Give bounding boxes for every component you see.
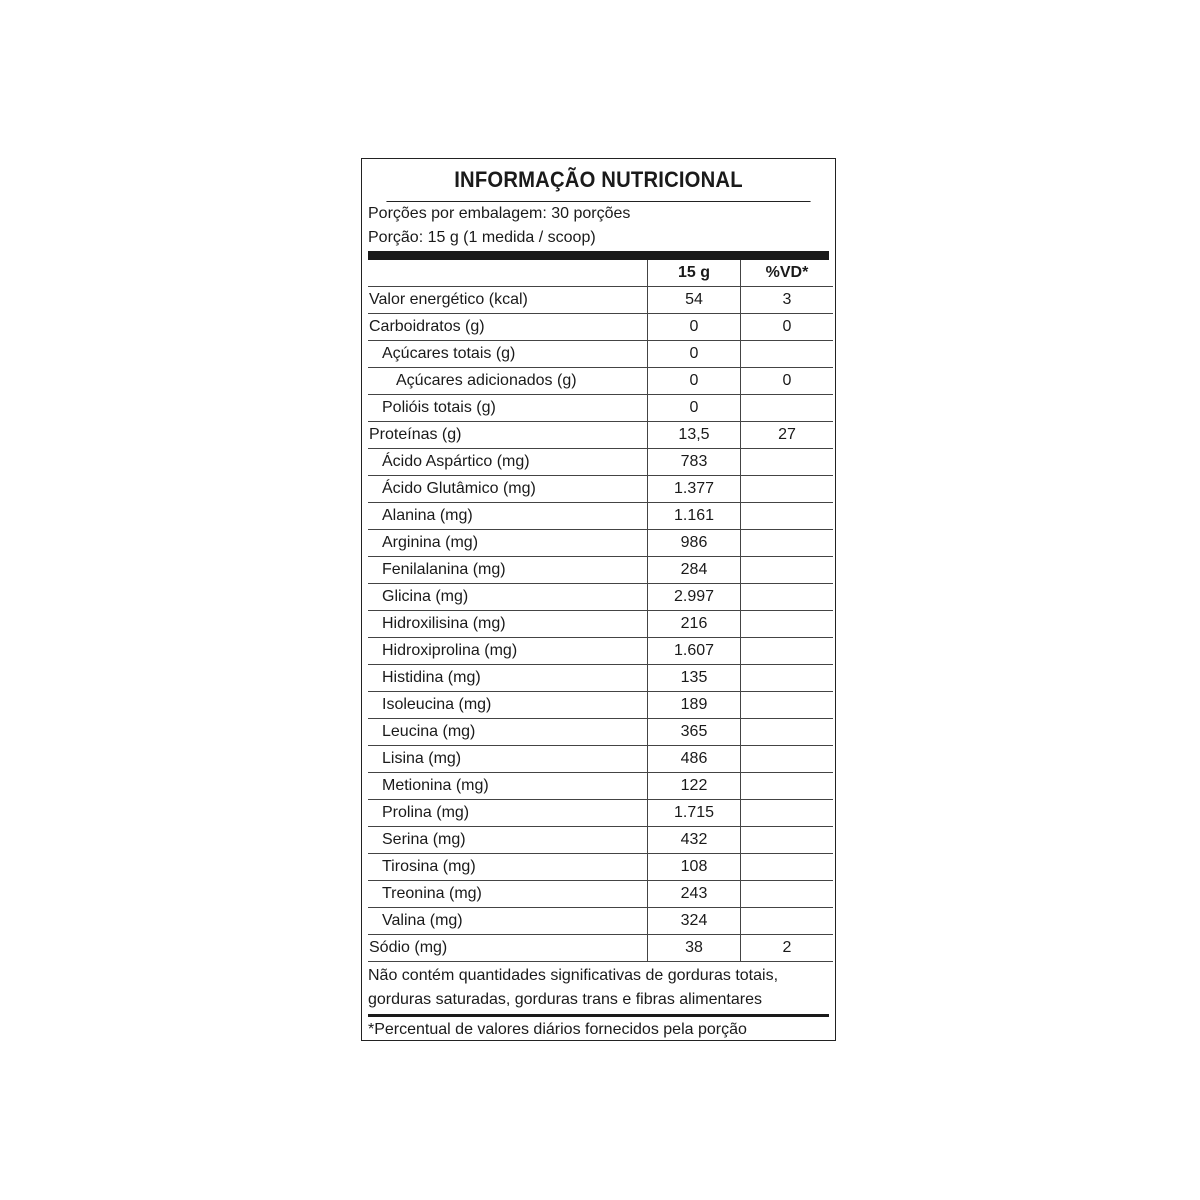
table-row xyxy=(368,827,833,854)
table-row xyxy=(368,773,833,800)
table-row xyxy=(368,557,833,584)
nutrient-name: Alanina (mg) xyxy=(368,503,648,530)
nutrient-name: Treonina (mg) xyxy=(368,881,648,908)
table-row xyxy=(368,611,833,638)
table-row xyxy=(368,503,833,530)
portion-size: Porção: 15 g (1 medida / scoop) xyxy=(368,229,596,246)
table-row xyxy=(368,881,833,908)
nutrition-table-body xyxy=(368,260,833,962)
nutrient-dv xyxy=(741,800,834,827)
table-row xyxy=(368,935,833,962)
table-row xyxy=(368,368,833,395)
nutrient-amount: 1.377 xyxy=(648,476,741,503)
nutrient-amount: 122 xyxy=(648,773,741,800)
nutrient-dv xyxy=(741,341,834,368)
serving-info xyxy=(368,202,829,250)
footnote-dv: *Percentual de valores diários fornecidos pela porção xyxy=(368,1021,747,1038)
nutrient-dv: 0 xyxy=(741,314,834,341)
footnote-significant xyxy=(368,962,829,1012)
nutrient-dv xyxy=(741,584,834,611)
nutrient-name: Carboidratos (g) xyxy=(368,314,648,341)
table-row xyxy=(368,287,833,314)
table-row xyxy=(368,854,833,881)
table-header-row xyxy=(368,260,833,287)
nutrition-label-inner xyxy=(368,159,829,1042)
nutrient-dv xyxy=(741,503,834,530)
nutrient-name: Valor energético (kcal) xyxy=(368,287,648,314)
nutrient-name: Lisina (mg) xyxy=(368,746,648,773)
nutrient-dv xyxy=(741,557,834,584)
nutrient-name: Valina (mg) xyxy=(368,908,648,935)
nutrient-amount: 2.997 xyxy=(648,584,741,611)
nutrient-name: Ácido Aspártico (mg) xyxy=(368,449,648,476)
table-row xyxy=(368,530,833,557)
table-row xyxy=(368,719,833,746)
nutrient-amount: 324 xyxy=(648,908,741,935)
label-title: INFORMAÇÃO NUTRICIONAL xyxy=(386,159,810,202)
nutrient-name: Metionina (mg) xyxy=(368,773,648,800)
nutrient-name: Serina (mg) xyxy=(368,827,648,854)
nutrient-amount: 365 xyxy=(648,719,741,746)
table-row xyxy=(368,476,833,503)
nutrient-name: Açúcares adicionados (g) xyxy=(368,368,648,395)
nutrient-amount: 783 xyxy=(648,449,741,476)
nutrient-dv xyxy=(741,854,834,881)
header-cell-amount: 15 g xyxy=(648,260,741,287)
nutrient-name: Hidroxiprolina (mg) xyxy=(368,638,648,665)
table-row xyxy=(368,908,833,935)
nutrient-dv: 3 xyxy=(741,287,834,314)
nutrient-dv xyxy=(741,638,834,665)
table-row xyxy=(368,665,833,692)
nutrient-name: Açúcares totais (g) xyxy=(368,341,648,368)
nutrient-amount: 0 xyxy=(648,341,741,368)
nutrient-name: Proteínas (g) xyxy=(368,422,648,449)
nutrient-dv xyxy=(741,827,834,854)
table-row xyxy=(368,341,833,368)
nutrient-amount: 216 xyxy=(648,611,741,638)
nutrient-dv xyxy=(741,908,834,935)
servings-per-package: Porções por embalagem: 30 porções xyxy=(368,205,631,222)
nutrient-name: Fenilalanina (mg) xyxy=(368,557,648,584)
table-row xyxy=(368,800,833,827)
table-row xyxy=(368,746,833,773)
nutrition-table xyxy=(368,260,833,962)
nutrient-amount: 108 xyxy=(648,854,741,881)
nutrient-name: Leucina (mg) xyxy=(368,719,648,746)
nutrient-dv xyxy=(741,773,834,800)
nutrient-name: Ácido Glutâmico (mg) xyxy=(368,476,648,503)
thick-divider xyxy=(368,251,829,260)
nutrient-amount: 1.715 xyxy=(648,800,741,827)
nutrient-dv xyxy=(741,476,834,503)
table-row xyxy=(368,449,833,476)
nutrient-name: Polióis totais (g) xyxy=(368,395,648,422)
table-row xyxy=(368,314,833,341)
nutrient-dv xyxy=(741,611,834,638)
nutrient-name: Glicina (mg) xyxy=(368,584,648,611)
footnote-line-2: gorduras saturadas, gorduras trans e fibras alimentares xyxy=(368,991,762,1008)
nutrition-label xyxy=(361,158,836,1041)
nutrient-amount: 0 xyxy=(648,395,741,422)
nutrient-dv xyxy=(741,881,834,908)
nutrient-dv xyxy=(741,530,834,557)
nutrient-amount: 1.607 xyxy=(648,638,741,665)
nutrient-name: Isoleucina (mg) xyxy=(368,692,648,719)
nutrient-name: Hidroxilisina (mg) xyxy=(368,611,648,638)
nutrient-amount: 986 xyxy=(648,530,741,557)
nutrient-dv xyxy=(741,692,834,719)
nutrient-dv xyxy=(741,719,834,746)
nutrient-dv xyxy=(741,746,834,773)
nutrient-name: Prolina (mg) xyxy=(368,800,648,827)
nutrient-name: Tirosina (mg) xyxy=(368,854,648,881)
nutrient-amount: 135 xyxy=(648,665,741,692)
nutrient-name: Histidina (mg) xyxy=(368,665,648,692)
nutrient-amount: 1.161 xyxy=(648,503,741,530)
nutrient-amount: 243 xyxy=(648,881,741,908)
nutrient-name: Arginina (mg) xyxy=(368,530,648,557)
nutrient-amount: 13,5 xyxy=(648,422,741,449)
nutrient-amount: 284 xyxy=(648,557,741,584)
nutrient-dv xyxy=(741,665,834,692)
nutrient-amount: 189 xyxy=(648,692,741,719)
table-row xyxy=(368,422,833,449)
nutrient-dv: 2 xyxy=(741,935,834,962)
nutrient-dv: 27 xyxy=(741,422,834,449)
nutrient-amount: 38 xyxy=(648,935,741,962)
footnote-line-1: Não contém quantidades significativas de gorduras totais, xyxy=(368,967,779,984)
header-cell-name xyxy=(368,260,648,287)
table-row xyxy=(368,692,833,719)
table-row xyxy=(368,584,833,611)
nutrient-amount: 486 xyxy=(648,746,741,773)
nutrient-dv xyxy=(741,449,834,476)
nutrient-dv xyxy=(741,395,834,422)
header-cell-dv: %VD* xyxy=(741,260,834,287)
nutrient-amount: 432 xyxy=(648,827,741,854)
nutrient-amount: 0 xyxy=(648,314,741,341)
nutrient-amount: 0 xyxy=(648,368,741,395)
table-row xyxy=(368,638,833,665)
nutrient-amount: 54 xyxy=(648,287,741,314)
table-row xyxy=(368,395,833,422)
nutrient-name: Sódio (mg) xyxy=(368,935,648,962)
nutrient-dv: 0 xyxy=(741,368,834,395)
